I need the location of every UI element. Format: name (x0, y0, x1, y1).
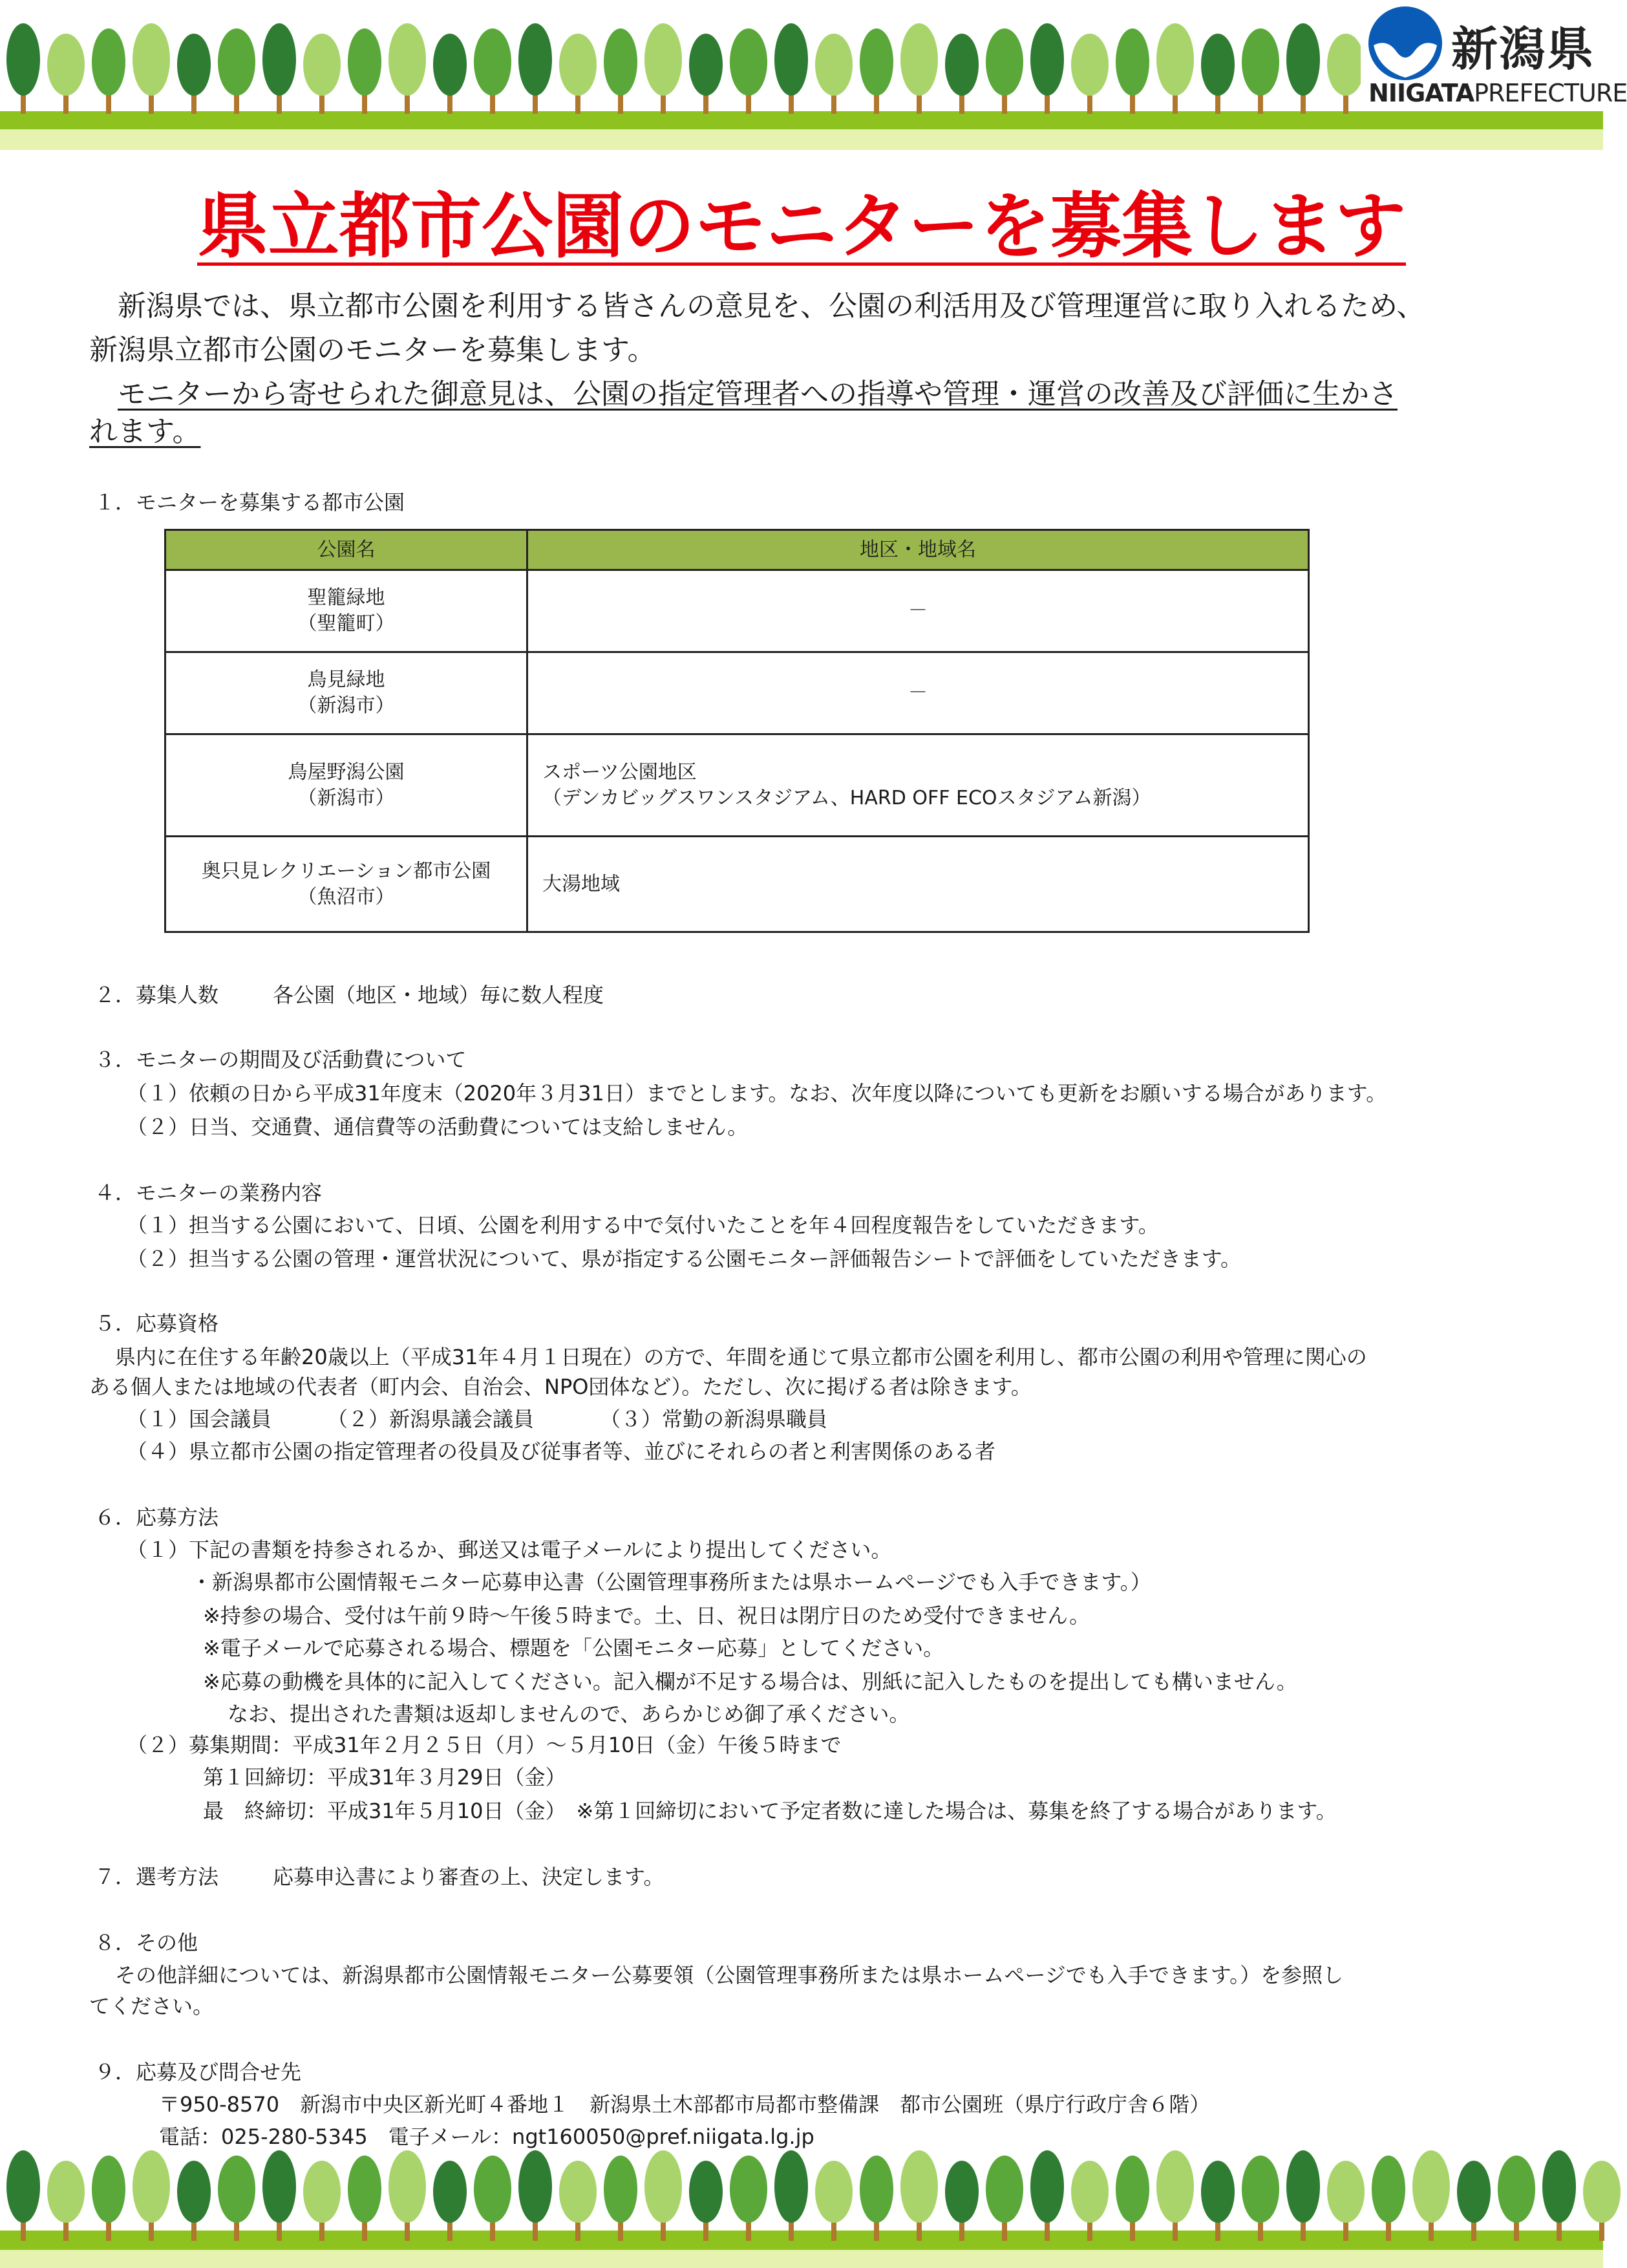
section4-item-2: （２）担当する公園の管理・運営状況について、県が指定する公園モニター評価報告シートで評価をしていただきます。 (127, 1246, 1242, 1271)
section8-heading: ８．その他 (94, 1931, 198, 1955)
section7-heading: ７．選考方法 (94, 1865, 219, 1889)
section3-heading: ３．モニターの期間及び活動費について (94, 1047, 467, 1072)
section6-note-2: ※電子メールで応募される場合、標題を「公園モニター応募」としてください。 (203, 1636, 944, 1660)
section2-text: 各公園（地区・地域）毎に数人程度 (273, 983, 604, 1007)
area-cell: 大湯地域 (527, 837, 1309, 932)
header-tree-band (0, 0, 1627, 150)
section6-application-form: ・新潟県都市公園情報モニター応募申込書（公園管理事務所または県ホームページでも入手できます。） (191, 1570, 1151, 1594)
section6-note-1: ※持参の場合、受付は午前９時～午後５時まで。土、日、祝日は閉庁日のため受付できません。 (203, 1603, 1090, 1628)
section6-deadline-1: 第１回締切：平成31年３月29日（金） (203, 1765, 566, 1790)
section6-deadline-2: 最 終締切：平成31年５月10日（金） ※第１回締切において予定者数に達した場合は、募集を終了する場合があります。 (203, 1799, 1337, 1823)
section5-body-1: 県内に在住する年齢20歳以上（平成31年４月１日現在）の方で、年間を通じて県立都市公園を利用し、都市公園の利用や管理に関心の (115, 1345, 1367, 1369)
park-name-cell: 鳥見緑地 （新潟市） (165, 652, 527, 734)
contact-address: 〒950-8570 新潟市中央区新光町４番地１ 新潟県土木部都市局都市整備課 都市公園班（県庁行政庁舎６階） (159, 2092, 1211, 2117)
section5-exclusion-3: （３）常勤の新潟県職員 (600, 1407, 828, 1431)
intro-line-1: 新潟県では、県立都市公園を利用する皆さんの意見を、公園の利活用及び管理運営に取り入れるため、 (118, 290, 1425, 323)
section9-heading: ９．応募及び問合せ先 (94, 2060, 302, 2084)
page-title: 県立都市公園のモニターを募集します (197, 184, 1406, 268)
logo-english-text: NIIGATAPREFECTURE (1368, 79, 1627, 107)
section5-exclusion-2: （２）新潟県議会議員 (327, 1407, 535, 1431)
table-row (165, 837, 1309, 932)
section4-heading: ４．モニターの業務内容 (94, 1181, 323, 1205)
section1-heading: １．モニターを募集する都市公園 (94, 490, 405, 515)
section5-heading: ５．応募資格 (94, 1311, 219, 1336)
section6-heading: ６．応募方法 (94, 1505, 219, 1530)
area-cell: － (527, 652, 1309, 734)
park-name-cell: 鳥屋野潟公園 （新潟市） (165, 734, 527, 837)
section2-heading: ２．募集人数 (94, 983, 219, 1007)
column-header-park-name: 公園名 (165, 530, 527, 570)
section8-body-1: その他詳細については、新潟県都市公園情報モニター公募要領（公園管理事務所または県ホームページでも入手できます。）を参照し (115, 1963, 1344, 1987)
section5-exclusion-1: （１）国会議員 (127, 1407, 272, 1431)
section6-item-1: （１）下記の書類を持参されるか、郵送又は電子メールにより提出してください。 (127, 1537, 892, 1562)
table-row (165, 570, 1309, 652)
section6-note-3: ※応募の動機を具体的に記入してください。記入欄が不足する場合は、別紙に記入したものを提出しても構いません。 (203, 1669, 1297, 1694)
section6-item-2: （２）募集期間：平成31年２月２５日（月）～５月10日（金）午後５時まで (127, 1733, 842, 1757)
section6-note-4: なお、提出された書類は返却しませんので、あらかじめ御了承ください。 (228, 1702, 910, 1726)
table-row (165, 734, 1309, 837)
section8-body-2: てください。 (89, 1994, 214, 2018)
section4-item-1: （１）担当する公園において、日頃、公園を利用する中で気付いたことを年４回程度報告をしていただきます。 (127, 1213, 1159, 1237)
section5-body-2: ある個人または地域の代表者（町内会、自治会、NPO団体など）。ただし、次に掲げる者は除きます。 (89, 1375, 1032, 1399)
footer-tree-band (0, 2134, 1603, 2268)
area-cell: スポーツ公園地区 （デンカビッグスワンスタジアム、HARD OFF ECOスタジアム新潟） (527, 734, 1309, 837)
section5-exclusion-4: （４）県立都市公園の指定管理者の役員及び従事者等、並びにそれらの者と利害関係のある者 (127, 1439, 996, 1464)
section3-item-2: （２）日当、交通費、通信費等の活動費については支給しません。 (127, 1115, 749, 1139)
park-table (164, 529, 1310, 933)
prefecture-emblem-icon (1367, 5, 1443, 81)
area-cell: － (527, 570, 1309, 652)
table-header-row (165, 530, 1309, 570)
park-name-cell: 聖籠緑地 （聖籠町） (165, 570, 527, 652)
section7-text: 応募申込書により審査の上、決定します。 (273, 1865, 665, 1889)
logo-japanese-text: 新潟県 (1451, 22, 1595, 76)
intro-line-2: 新潟県立都市公園のモニターを募集します。 (89, 334, 656, 367)
intro-line-3: モニターから寄せられた御意見は、公園の指定管理者への指導や管理・運営の改善及び評価に生かさ (118, 378, 1398, 411)
intro-line-4: れます。 (89, 415, 201, 448)
tree-row-illustration (0, 2134, 1603, 2268)
column-header-area: 地区・地域名 (527, 530, 1309, 570)
section3-item-1: （１）依頼の日から平成31年度末（2020年３月31日）までとします。なお、次年度以降についても更新をお願いする場合があります。 (127, 1081, 1387, 1106)
niigata-prefecture-logo (1361, 0, 1627, 110)
park-name-cell: 奥只見レクリエーション都市公園 （魚沼市） (165, 837, 527, 932)
table-row (165, 652, 1309, 734)
contact-phone-email: 電話：025-280-5345 電子メール：ngt160050@pref.niigata.lg.jp (159, 2124, 814, 2149)
